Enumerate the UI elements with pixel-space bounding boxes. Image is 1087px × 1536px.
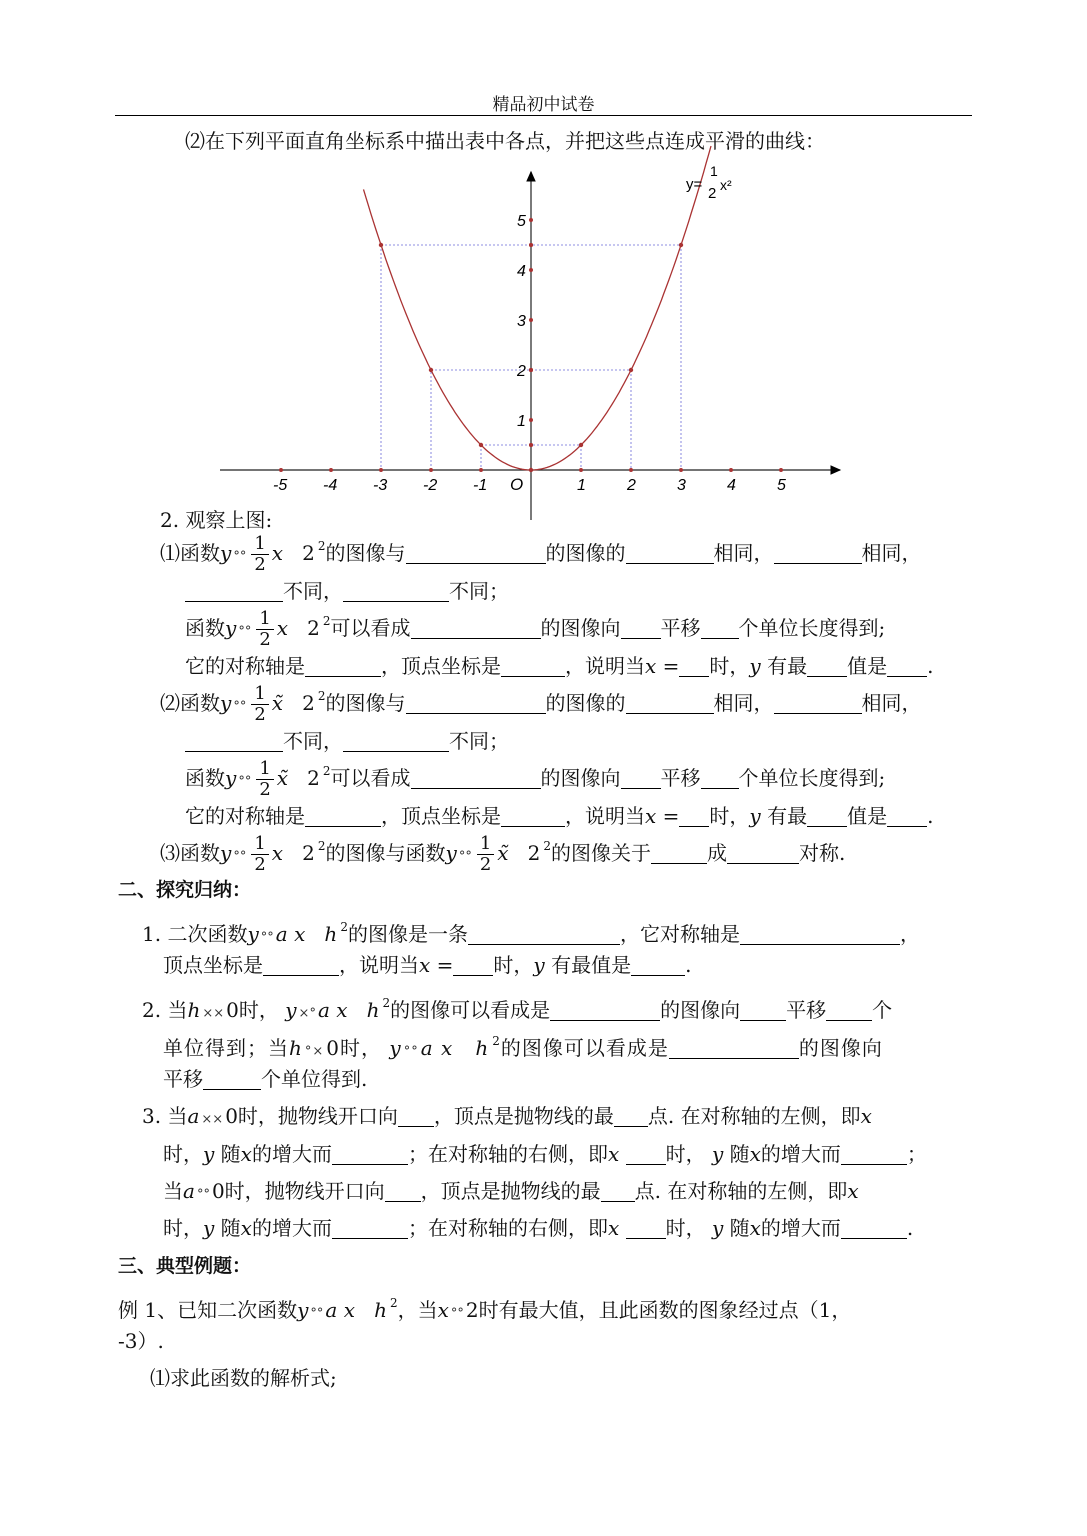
blank[interactable] — [774, 541, 862, 564]
example-1-line1: 例 1、已知二次函数y °° a x h $^2$，当x °° 2时有最大值，且此函数的图象经过点（1， — [118, 1296, 852, 1322]
induction-3-line4: 时，y 随x的增大而 ；在对称轴的右侧，即x 时， y 随x的增大而 . — [163, 1216, 914, 1240]
example-1-question-1: ⑴求此函数的解析式; — [150, 1366, 337, 1390]
data-point — [579, 443, 583, 447]
induction-1-line1: 1. 二次函数y °° a x h $^2$的图像是一条 ，它对称轴是 ， — [142, 920, 920, 946]
blank[interactable] — [385, 1179, 421, 1202]
y-tick-label: 2 — [517, 363, 526, 380]
x-tick-label: -3 — [373, 477, 388, 494]
origin-label: O — [510, 475, 524, 494]
projection-point — [529, 243, 533, 247]
x-tick-label: 3 — [677, 477, 686, 494]
x-tick-mark — [629, 468, 633, 472]
curve-label-denominator: 2 — [708, 185, 717, 202]
blank[interactable] — [501, 654, 565, 677]
x-tick-label: -5 — [273, 477, 288, 494]
blank[interactable] — [501, 804, 565, 827]
x-tick-mark — [729, 468, 733, 472]
x-tick-mark — [429, 468, 433, 472]
blank[interactable] — [305, 804, 381, 827]
blank[interactable] — [621, 616, 661, 639]
blank[interactable] — [807, 654, 847, 677]
induction-3-line3: 当a °° 0时，抛物线开口向 ，顶点是抛物线的最 点. 在对称轴的左侧，即x — [163, 1179, 859, 1203]
blank[interactable] — [550, 998, 660, 1021]
x-tick-label: -2 — [423, 477, 438, 494]
q1-line3: 函数y °° $\frac{1}{2}$ x 2 $^2$可以看成 的图像向 平移 个单位长度得到; — [185, 608, 886, 650]
blank[interactable] — [740, 922, 900, 945]
q2-line3: 函数y °° $\frac{1}{2}$ x̃ 2 $^2$可以看成 的图像向 平移 个单位长度得到; — [185, 758, 886, 800]
blank[interactable] — [411, 616, 541, 639]
blank[interactable] — [305, 654, 381, 677]
blank[interactable] — [701, 616, 739, 639]
blank[interactable] — [669, 1036, 799, 1059]
blank[interactable] — [614, 1104, 648, 1127]
y-tick-label: 4 — [517, 263, 526, 280]
data-point — [629, 368, 633, 372]
blank[interactable] — [727, 841, 799, 864]
q2-line4: 它的对称轴是 ，顶点坐标是 ，说明当x = 时，y 有最 值是 . — [185, 804, 934, 828]
x-tick-label: 4 — [727, 477, 736, 494]
blank[interactable] — [468, 922, 620, 945]
x-tick-mark — [679, 468, 683, 472]
blank[interactable] — [631, 953, 685, 976]
blank[interactable] — [453, 953, 493, 976]
y-tick-mark — [529, 218, 533, 222]
axis-ticks — [273, 213, 786, 494]
blank[interactable] — [332, 1216, 408, 1239]
q3-line1: ⑶函数y °° $\frac{1}{2}$ x 2 $^2$的图像与函数y °° $\frac{1}{2}$ x̃ 2 $^2$的图像关于 成 对称. — [160, 833, 846, 875]
blank[interactable] — [343, 579, 449, 602]
x-tick-label: -4 — [323, 477, 338, 494]
q1-line1: ⑴函数y °° $\frac{1}{2}$ x 2 $^2$的图像与 的图像的 相同， 相同， — [160, 533, 922, 575]
induction-3-line2: 时，y 随x的增大而 ；在对称轴的右侧，即x 时， y 随x的增大而 ； — [163, 1142, 927, 1166]
data-point — [679, 243, 683, 247]
example-1-line2: -3）. — [118, 1329, 164, 1353]
induction-2-line1: 2. 当h ×× 0时， y ×° a x h $^2$的图像可以看成是 的图像向 平移 个 — [142, 996, 893, 1022]
instruction-text: ⑵在下列平面直角坐标系中描出表中各点，并把这些点连成平滑的曲线： — [185, 129, 825, 153]
section-observe: 2. 观察上图: — [160, 508, 273, 532]
blank[interactable] — [774, 691, 862, 714]
x-tick-mark — [579, 468, 583, 472]
blank[interactable] — [626, 1142, 666, 1165]
blank[interactable] — [701, 766, 739, 789]
data-point — [479, 443, 483, 447]
projection-point — [529, 368, 533, 372]
x-tick-label: 5 — [777, 477, 786, 494]
induction-2-line2: 单位得到；当h °× 0时， y °° a x h $^2$的图像可以看成是 的图像向 — [163, 1034, 883, 1060]
data-point — [529, 468, 533, 472]
induction-3-line1: 3. 当a ×× 0时，抛物线开口向 ，顶点是抛物线的最 点. 在对称轴的左侧，即x — [142, 1104, 872, 1128]
section-2-heading: 二、探究归纳： — [118, 879, 252, 901]
curve-label-numerator: 1 — [710, 163, 718, 179]
blank[interactable] — [332, 1142, 408, 1165]
x-tick-mark — [279, 468, 283, 472]
induction-1-line2: 顶点坐标是 ，说明当x = 时，y 有最值是 . — [163, 953, 692, 977]
blank[interactable] — [343, 729, 449, 752]
blank[interactable] — [203, 1067, 261, 1090]
y-tick-label: 5 — [517, 213, 526, 230]
page-header: 精品初中试卷 — [492, 95, 595, 115]
blank[interactable] — [411, 766, 541, 789]
blank[interactable] — [841, 1216, 907, 1239]
blank[interactable] — [626, 541, 714, 564]
blank[interactable] — [826, 998, 872, 1021]
curve-label-prefix: y= — [686, 176, 703, 193]
x-tick-mark — [329, 468, 333, 472]
q2-line2: 不同， 不同； — [185, 727, 509, 755]
q1-line2: 不同， 不同； — [185, 577, 509, 605]
blank[interactable] — [185, 729, 283, 752]
projection-point — [529, 443, 533, 447]
blank[interactable] — [398, 1104, 434, 1127]
blank[interactable] — [887, 804, 927, 827]
blank[interactable] — [621, 766, 661, 789]
x-tick-mark — [379, 468, 383, 472]
blank[interactable] — [185, 579, 283, 602]
section-3-heading: 三、典型例题： — [118, 1255, 252, 1277]
induction-2-line3: 平移 个单位得到. — [163, 1067, 368, 1091]
y-tick-label: 1 — [517, 413, 526, 430]
blank[interactable] — [740, 998, 786, 1021]
blank[interactable] — [406, 691, 546, 714]
x-tick-label: 1 — [577, 477, 586, 494]
blank[interactable] — [679, 654, 709, 677]
x-tick-mark — [779, 468, 783, 472]
y-tick-mark — [529, 418, 533, 422]
y-tick-label: 3 — [517, 313, 526, 330]
blank[interactable] — [406, 541, 546, 564]
blank[interactable] — [679, 804, 709, 827]
blank[interactable] — [841, 1142, 907, 1165]
x-tick-label: -1 — [473, 477, 488, 494]
x-tick-label: 2 — [627, 477, 636, 494]
parabola-curve — [364, 146, 712, 470]
y-tick-mark — [529, 318, 533, 322]
q2-line1: ⑵函数y °° $\frac{1}{2}$ x̃ 2 $^2$的图像与 的图像的 相同， 相同， — [160, 683, 922, 725]
blank[interactable] — [887, 654, 927, 677]
curve-label-variable: x² — [720, 177, 732, 193]
blank[interactable] — [263, 953, 339, 976]
blank[interactable] — [651, 841, 707, 864]
blank[interactable] — [626, 691, 714, 714]
y-tick-mark — [529, 268, 533, 272]
blank[interactable] — [807, 804, 847, 827]
blank[interactable] — [601, 1179, 635, 1202]
q1-line4: 它的对称轴是 ，顶点坐标是 ，说明当x = 时，y 有最 值是 . — [185, 654, 934, 678]
x-tick-mark — [479, 468, 483, 472]
data-point — [379, 243, 383, 247]
data-point — [429, 368, 433, 372]
blank[interactable] — [626, 1216, 666, 1239]
